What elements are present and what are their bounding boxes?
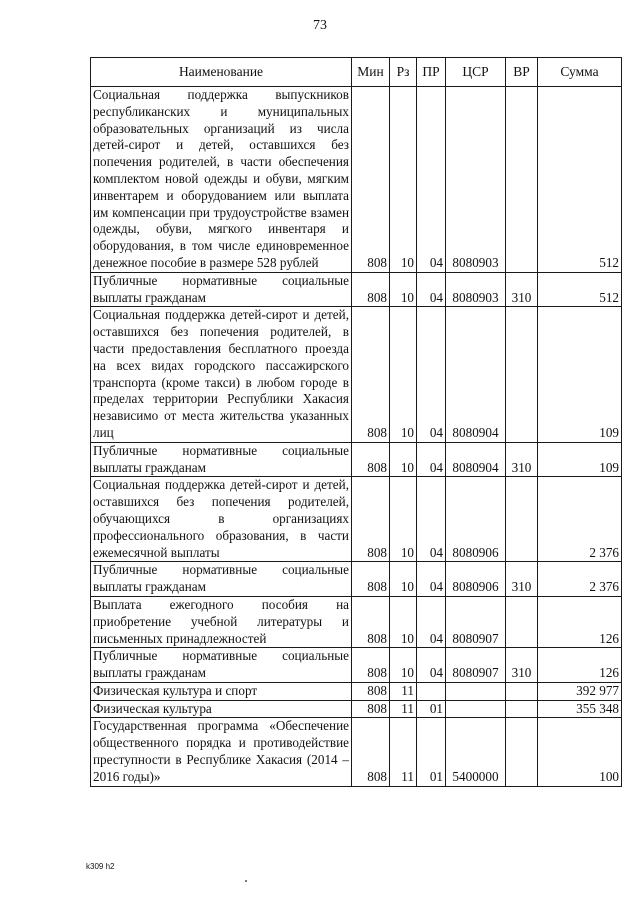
row-vr: 310 bbox=[506, 562, 538, 597]
row-name: Физическая культура bbox=[91, 700, 352, 718]
row-sum: 126 bbox=[538, 648, 622, 683]
row-min: 808 bbox=[352, 477, 390, 562]
table-row bbox=[91, 648, 622, 683]
row-vr bbox=[506, 596, 538, 647]
row-sum: 109 bbox=[538, 307, 622, 442]
row-csr bbox=[446, 682, 506, 700]
table-body bbox=[91, 87, 622, 787]
row-min: 808 bbox=[352, 87, 390, 273]
row-vr: 310 bbox=[506, 442, 538, 477]
row-rz: 10 bbox=[390, 272, 417, 307]
row-name: Социальная поддержка детей-сирот и детей, оставшихся без попечения родителей, обучающихся в организациях профессионального образования, в части ежемесячной выплаты bbox=[91, 477, 352, 562]
row-sum: 512 bbox=[538, 87, 622, 273]
row-name: Социальная поддержка детей-сирот и детей, оставшихся без попечения родителей, в части предоставления бесплатного проезда на всех видах городского пассажирского транспорта (кроме такси) в любом городе в пределах территории Республики Хакасия независимо от места жительства указанных лиц bbox=[91, 307, 352, 442]
row-min: 808 bbox=[352, 562, 390, 597]
scan-speck bbox=[245, 880, 247, 882]
row-sum: 2 376 bbox=[538, 477, 622, 562]
table-row bbox=[91, 682, 622, 700]
col-header-vr: ВР bbox=[506, 58, 538, 87]
row-sum: 100 bbox=[538, 718, 622, 786]
row-csr: 8080906 bbox=[446, 477, 506, 562]
row-rz: 10 bbox=[390, 596, 417, 647]
row-csr: 8080906 bbox=[446, 562, 506, 597]
row-name: Физическая культура и спорт bbox=[91, 682, 352, 700]
row-min: 808 bbox=[352, 596, 390, 647]
row-csr: 8080904 bbox=[446, 307, 506, 442]
row-name: Выплата ежегодного пособия на приобретение учебной литературы и письменных принадлежностей bbox=[91, 596, 352, 647]
table-row bbox=[91, 87, 622, 273]
row-sum: 126 bbox=[538, 596, 622, 647]
row-pr: 01 bbox=[417, 718, 446, 786]
row-pr bbox=[417, 682, 446, 700]
row-vr bbox=[506, 307, 538, 442]
row-name: Публичные нормативные социальные выплаты гражданам bbox=[91, 442, 352, 477]
row-min: 808 bbox=[352, 648, 390, 683]
row-csr bbox=[446, 700, 506, 718]
row-min: 808 bbox=[352, 718, 390, 786]
col-header-sum: Сумма bbox=[538, 58, 622, 87]
row-csr: 5400000 bbox=[446, 718, 506, 786]
table-row bbox=[91, 307, 622, 442]
col-header-name: Наименование bbox=[91, 58, 352, 87]
table-row bbox=[91, 562, 622, 597]
row-csr: 8080907 bbox=[446, 648, 506, 683]
row-name: Публичные нормативные социальные выплаты гражданам bbox=[91, 272, 352, 307]
table-row bbox=[91, 272, 622, 307]
row-vr bbox=[506, 700, 538, 718]
row-min: 808 bbox=[352, 272, 390, 307]
footer-code: k309 h2 bbox=[86, 862, 115, 871]
row-rz: 11 bbox=[390, 700, 417, 718]
row-rz: 10 bbox=[390, 477, 417, 562]
row-rz: 10 bbox=[390, 648, 417, 683]
budget-table bbox=[90, 57, 622, 787]
col-header-rz: Рз bbox=[390, 58, 417, 87]
row-sum: 512 bbox=[538, 272, 622, 307]
row-pr: 04 bbox=[417, 477, 446, 562]
row-vr bbox=[506, 87, 538, 273]
row-name: Государственная программа «Обеспечение общественного порядка и противодействие преступности в Республике Хакасия (2014 – 2016 годы)» bbox=[91, 718, 352, 786]
row-csr: 8080907 bbox=[446, 596, 506, 647]
row-rz: 11 bbox=[390, 718, 417, 786]
row-min: 808 bbox=[352, 442, 390, 477]
col-header-pr: ПР bbox=[417, 58, 446, 87]
row-rz: 11 bbox=[390, 682, 417, 700]
table-row bbox=[91, 477, 622, 562]
col-header-min: Мин bbox=[352, 58, 390, 87]
table-row bbox=[91, 442, 622, 477]
row-min: 808 bbox=[352, 307, 390, 442]
row-pr: 04 bbox=[417, 307, 446, 442]
row-rz: 10 bbox=[390, 87, 417, 273]
row-vr: 310 bbox=[506, 648, 538, 683]
row-name: Публичные нормативные социальные выплаты гражданам bbox=[91, 562, 352, 597]
table-row bbox=[91, 700, 622, 718]
row-pr: 04 bbox=[417, 648, 446, 683]
table-header-row bbox=[91, 58, 622, 87]
row-vr bbox=[506, 682, 538, 700]
row-pr: 04 bbox=[417, 596, 446, 647]
row-min: 808 bbox=[352, 700, 390, 718]
row-csr: 8080903 bbox=[446, 272, 506, 307]
row-pr: 04 bbox=[417, 272, 446, 307]
row-min: 808 bbox=[352, 682, 390, 700]
row-sum: 109 bbox=[538, 442, 622, 477]
row-rz: 10 bbox=[390, 442, 417, 477]
row-vr: 310 bbox=[506, 272, 538, 307]
table-row bbox=[91, 596, 622, 647]
row-rz: 10 bbox=[390, 307, 417, 442]
row-vr bbox=[506, 477, 538, 562]
row-pr: 04 bbox=[417, 87, 446, 273]
row-sum: 2 376 bbox=[538, 562, 622, 597]
col-header-csr: ЦСР bbox=[446, 58, 506, 87]
row-pr: 04 bbox=[417, 562, 446, 597]
row-vr bbox=[506, 718, 538, 786]
table-row bbox=[91, 718, 622, 786]
row-name: Публичные нормативные социальные выплаты гражданам bbox=[91, 648, 352, 683]
row-pr: 04 bbox=[417, 442, 446, 477]
row-rz: 10 bbox=[390, 562, 417, 597]
row-pr: 01 bbox=[417, 700, 446, 718]
row-sum: 392 977 bbox=[538, 682, 622, 700]
page-number: 73 bbox=[313, 18, 327, 33]
row-csr: 8080903 bbox=[446, 87, 506, 273]
row-name: Социальная поддержка выпускников республиканских и муниципальных образовательных организаций из числа детей-сирот и детей, оставшихся без попечения родителей, в части обеспечения комплектом новой одежды и обуви, мягким инвентарем и оборудованием или выплата им компенсации при трудоустройстве взамен одежды, обуви, мягкого инвентаря и оборудования, в том числе единовременное денежное пособие в размере 528 рублей bbox=[91, 87, 352, 273]
row-sum: 355 348 bbox=[538, 700, 622, 718]
row-csr: 8080904 bbox=[446, 442, 506, 477]
